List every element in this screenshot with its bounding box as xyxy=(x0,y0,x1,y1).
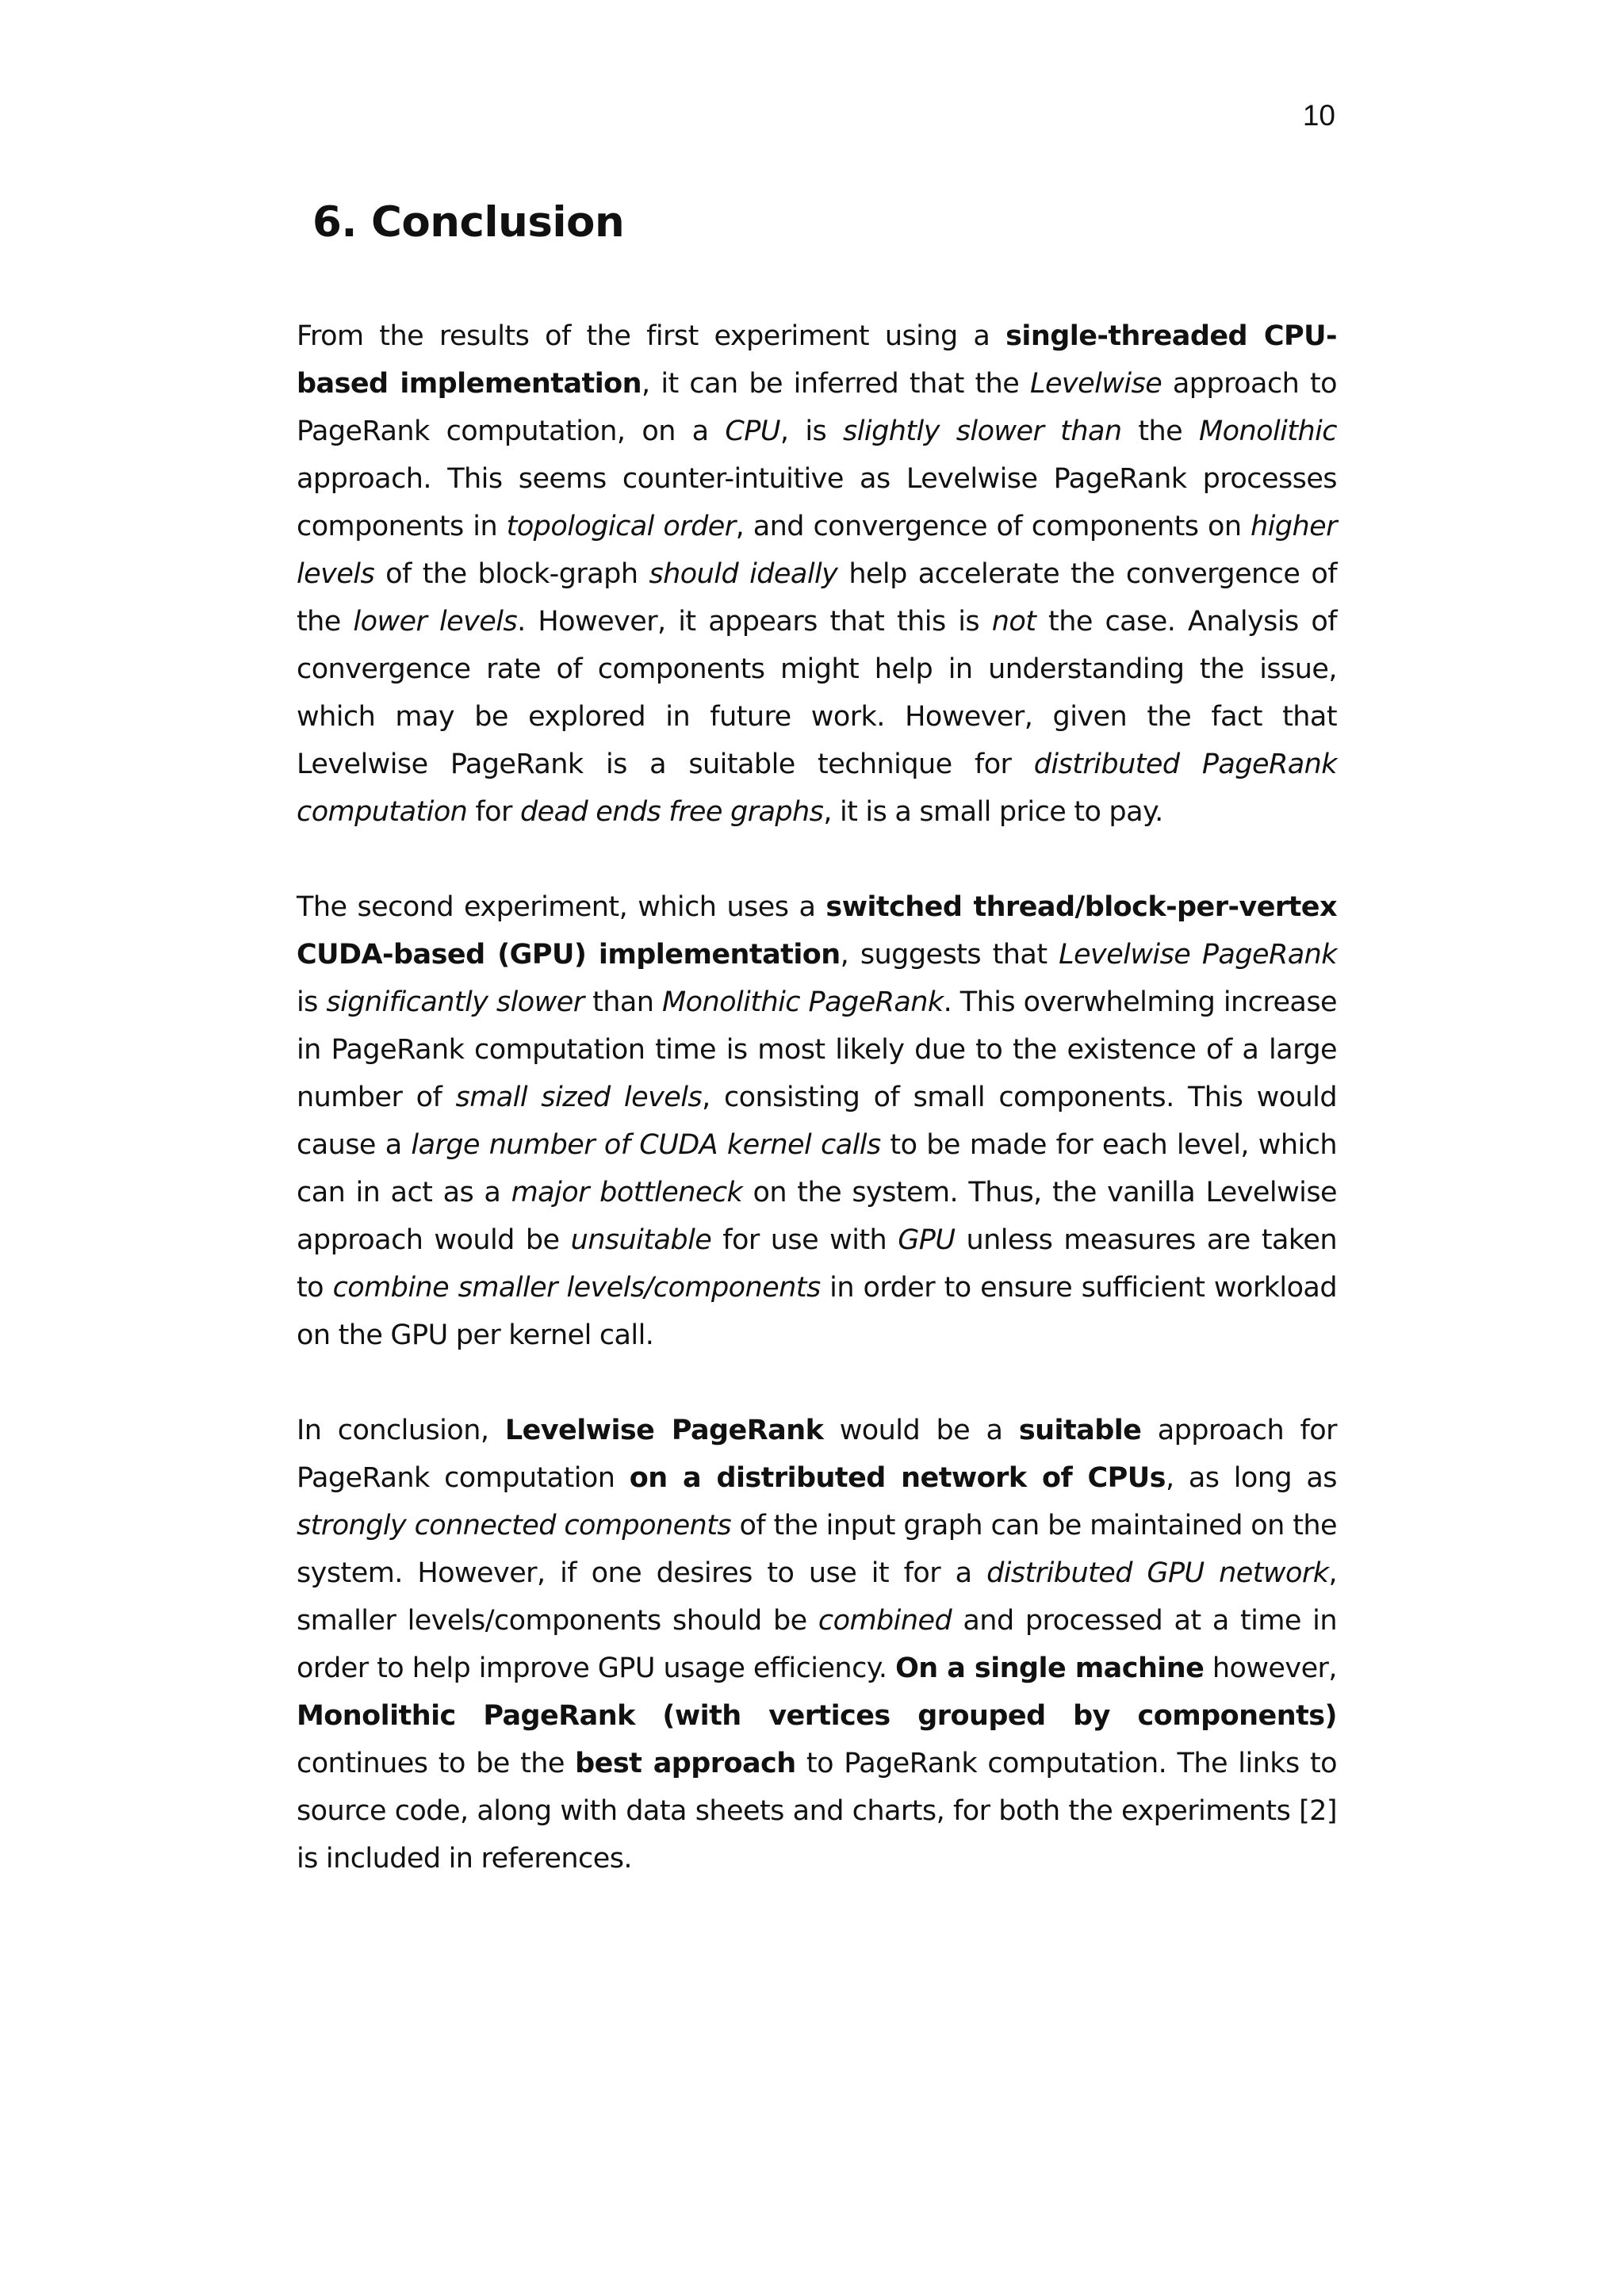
text-run-normal: would be a xyxy=(823,1415,1019,1446)
text-run-normal: , suggests that xyxy=(840,939,1059,971)
text-run-normal: . This overwhelming increase in PageRank computation time is most likely due to the existence of a large number of xyxy=(297,986,1337,1113)
text-run-normal: , and convergence of components on xyxy=(735,511,1251,542)
text-run-italic: significantly slower xyxy=(326,986,584,1018)
text-run-normal: for xyxy=(467,796,520,828)
text-run-normal: , it can be inferred that the xyxy=(642,368,1030,400)
text-run-normal: continues to be the xyxy=(297,1748,576,1779)
paragraph-gpu-results xyxy=(297,883,1337,1359)
text-run-normal: and processed at a time in order to help improve GPU usage efficiency. xyxy=(297,1605,1337,1684)
text-run-bold: Monolithic PageRank (with vertices grouped by components) xyxy=(297,1700,1337,1732)
text-run-italic: Levelwise xyxy=(1030,368,1162,400)
text-run-italic: distributed PageRank computation xyxy=(297,749,1337,828)
text-run-italic: combine smaller levels/components xyxy=(332,1272,821,1304)
text-run-normal: , smaller levels/components should be xyxy=(297,1557,1338,1637)
text-run-italic: dead ends free graphs xyxy=(519,796,824,828)
text-run-bold: On a single machine xyxy=(895,1653,1205,1684)
text-run-italic: topological order xyxy=(506,511,736,542)
text-run-italic: CPU xyxy=(725,416,780,447)
text-run-normal: approach. This seems counter-intuitive as Levelwise PageRank processes components in xyxy=(297,463,1337,542)
text-run-italic: unsuitable xyxy=(570,1224,712,1256)
text-run-normal: approach to PageRank computation, on a xyxy=(297,368,1338,447)
text-run-normal: In conclusion, xyxy=(297,1415,505,1446)
text-run-bold: switched thread/block-per-vertex CUDA-based (GPU) implementation xyxy=(297,891,1337,971)
text-run-bold: Levelwise PageRank xyxy=(504,1415,824,1446)
text-run-italic: GPU xyxy=(898,1224,956,1256)
paragraph-cpu-results xyxy=(297,312,1337,836)
text-run-italic: should ideally xyxy=(649,558,838,590)
section-heading: 6. Conclusion xyxy=(312,198,625,247)
text-run-normal: of the input graph can be maintained on the system. However, if one desires to use it for a xyxy=(297,1510,1337,1589)
text-run-bold: suitable xyxy=(1018,1415,1142,1446)
text-run-italic: lower levels xyxy=(353,606,518,638)
text-run-bold: on a distributed network of CPUs xyxy=(629,1462,1166,1494)
text-run-normal: for use with xyxy=(711,1224,898,1256)
text-run-normal: than xyxy=(584,986,662,1018)
body-text xyxy=(297,312,1337,1930)
text-run-normal: unless measures are taken to xyxy=(297,1224,1337,1304)
text-run-italic: combined xyxy=(818,1605,952,1637)
text-run-normal: of the block-graph xyxy=(374,558,649,590)
text-run-normal: to PageRank computation. The links to source code, along with data sheets and charts, for both the experiments [2] is included in references. xyxy=(297,1748,1337,1875)
text-run-normal: to be made for each level, which can in act as a xyxy=(297,1129,1337,1208)
text-run-normal: help accelerate the convergence of the xyxy=(297,558,1337,638)
text-run-italic: not xyxy=(991,606,1036,638)
text-run-italic: higher levels xyxy=(297,511,1337,590)
text-run-normal: From the results of the first experiment using a xyxy=(297,320,1006,352)
text-run-normal: , as long as xyxy=(1165,1462,1337,1494)
text-run-italic: Monolithic xyxy=(1198,416,1337,447)
page-number: 10 xyxy=(1302,99,1335,132)
text-run-italic: slightly slower than xyxy=(843,416,1122,447)
text-run-normal: , is xyxy=(779,416,844,447)
text-run-italic: distributed GPU network xyxy=(986,1557,1329,1589)
text-run-italic: large number of CUDA kernel calls xyxy=(411,1129,881,1161)
text-run-italic: strongly connected components xyxy=(297,1510,732,1541)
text-run-normal: approach for PageRank computation xyxy=(297,1415,1337,1494)
text-run-italic: Levelwise PageRank xyxy=(1059,939,1337,971)
text-run-normal: however, xyxy=(1204,1653,1337,1684)
text-run-italic: small sized levels xyxy=(455,1082,703,1113)
text-run-normal: . However, it appears that this is xyxy=(517,606,992,638)
text-run-normal: the xyxy=(1121,416,1199,447)
text-run-normal: the case. Analysis of convergence rate of components might help in understanding the issue, which may be explored in future work. However, given the fact that Levelwise PageRank is a suitable technique for xyxy=(297,606,1337,780)
text-run-normal: in order to ensure sufficient workload on the GPU per kernel call. xyxy=(297,1272,1338,1351)
text-run-normal: , it is a small price to pay. xyxy=(823,796,1163,828)
text-run-normal: , consisting of small components. This would cause a xyxy=(297,1082,1337,1161)
text-run-italic: Monolithic PageRank xyxy=(661,986,944,1018)
text-run-normal: on the system. Thus, the vanilla Levelwise approach would be xyxy=(297,1177,1337,1256)
text-run-normal: is xyxy=(297,986,327,1018)
text-run-bold: best approach xyxy=(575,1748,796,1779)
text-run-normal: The second experiment, which uses a xyxy=(297,891,826,923)
paragraph-final-conclusion xyxy=(297,1407,1337,1882)
text-run-bold: single-threaded CPU-based implementation xyxy=(297,320,1337,400)
text-run-italic: major bottleneck xyxy=(511,1177,743,1208)
